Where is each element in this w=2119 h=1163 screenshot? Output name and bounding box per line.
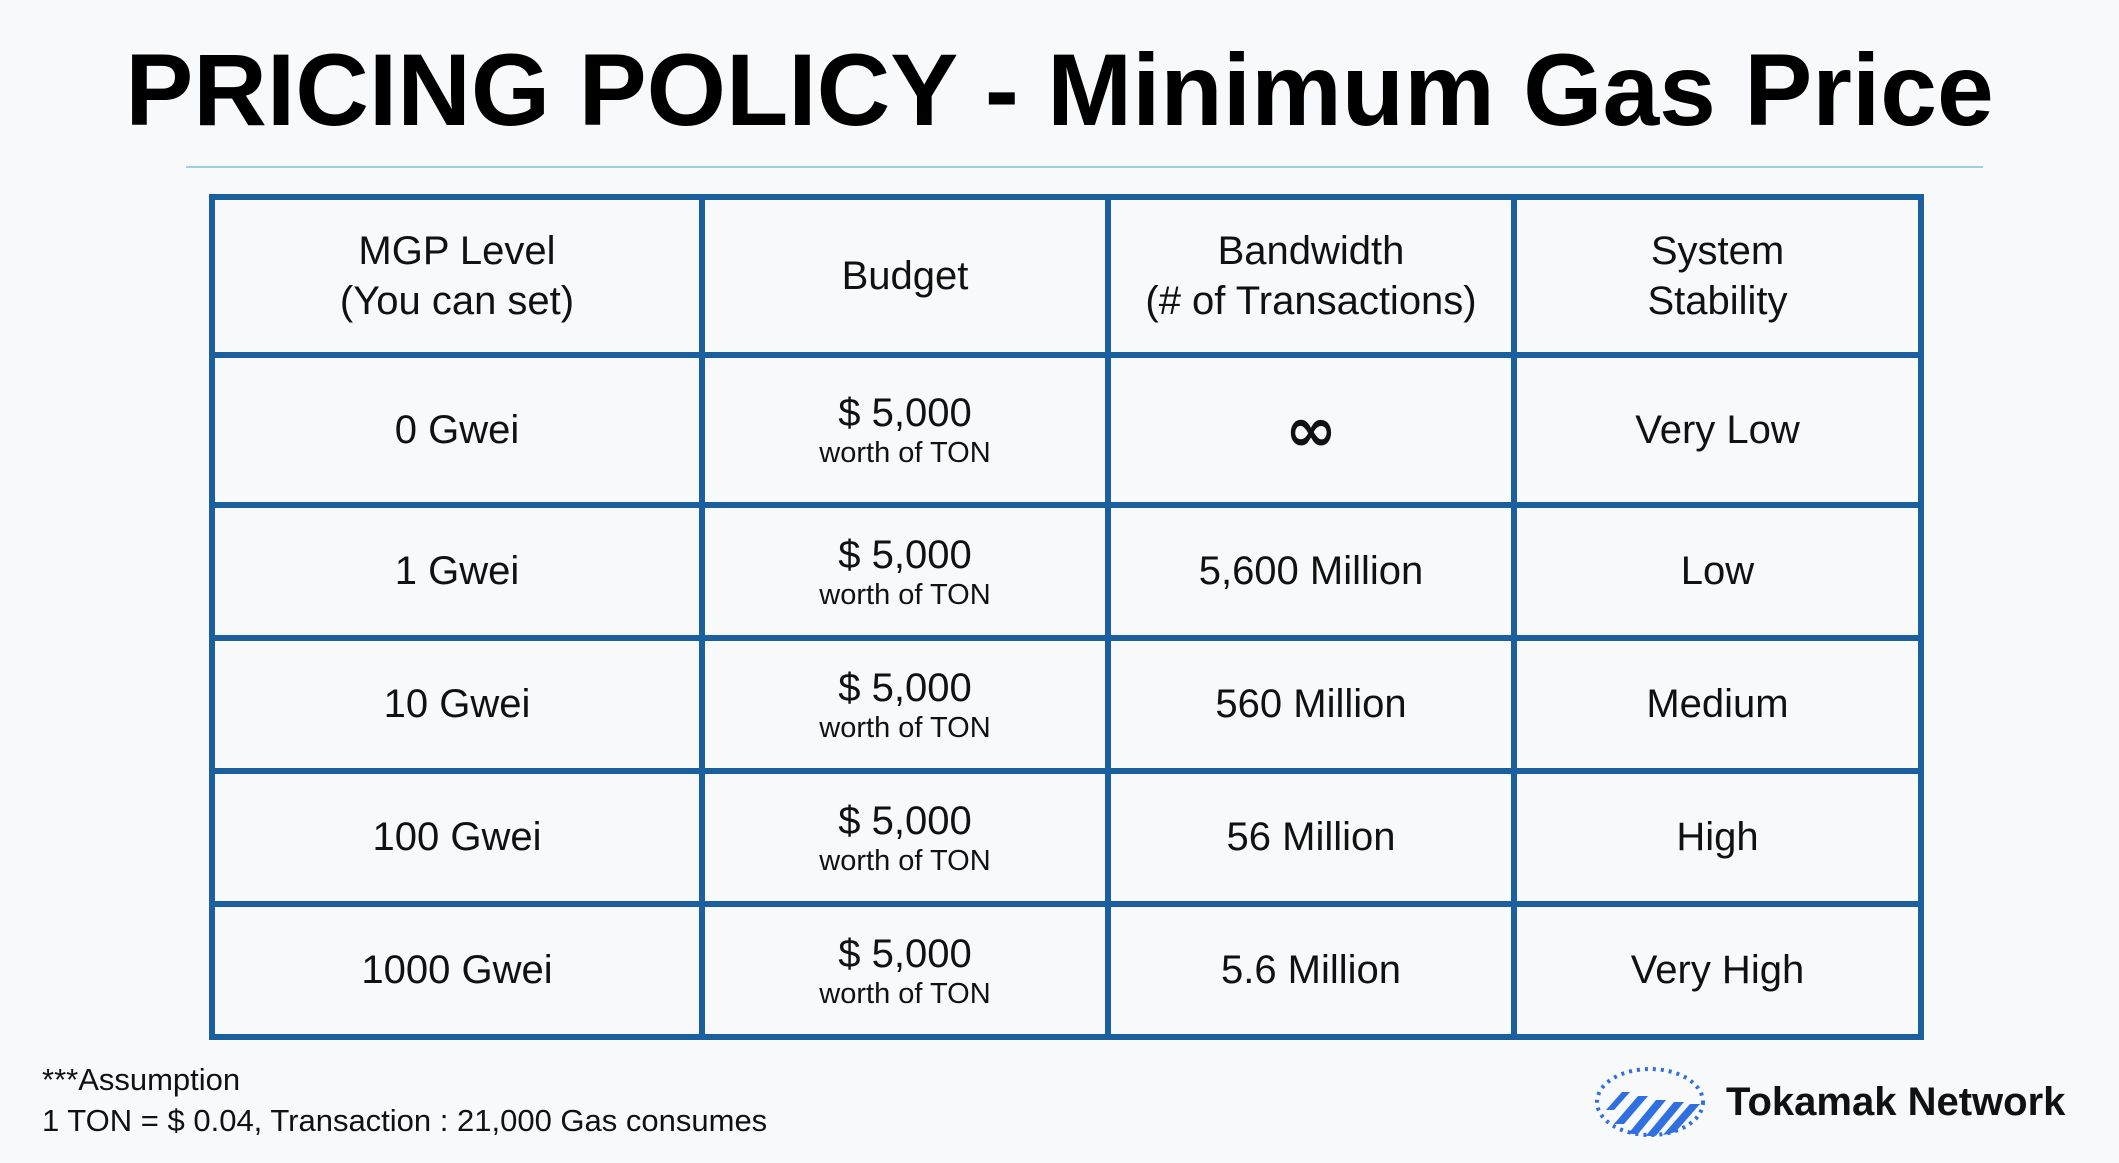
table-header-row — [212, 197, 1921, 355]
cell-mgp-level: 100 Gwei — [212, 771, 702, 904]
page-title: PRICING POLICY - Minimum Gas Price — [125, 33, 1994, 147]
budget-subtext: worth of TON — [819, 578, 991, 611]
table-row — [212, 904, 1921, 1037]
assumption-heading: ***Assumption — [42, 1062, 241, 1097]
cell-bandwidth: 560 Million — [1108, 638, 1514, 771]
table-row — [212, 505, 1921, 638]
header-line: System — [1650, 229, 1785, 273]
header-line: Bandwidth — [1217, 229, 1405, 273]
table-row — [212, 638, 1921, 771]
header-mgp-level — [212, 197, 702, 355]
header-bandwidth — [1108, 197, 1514, 355]
table-row — [212, 771, 1921, 904]
table-row — [212, 355, 1921, 505]
infinity-symbol: ∞ — [1285, 392, 1337, 466]
assumption-footnote — [42, 1059, 767, 1141]
budget-subtext: worth of TON — [819, 711, 991, 744]
cell-mgp-level: 1000 Gwei — [212, 904, 702, 1037]
cell-system-stability: Very Low — [1514, 355, 1921, 505]
title-divider — [186, 166, 1983, 168]
budget-amount: $ 5,000 — [838, 665, 972, 710]
budget-amount: $ 5,000 — [838, 391, 972, 435]
brand-name: Tokamak Network — [1726, 1079, 2066, 1124]
budget-subtext: worth of TON — [819, 844, 991, 877]
budget-amount: $ 5,000 — [838, 931, 972, 976]
cell-budget — [702, 771, 1108, 904]
budget-subtext: worth of TON — [819, 977, 991, 1010]
header-system-stability — [1514, 197, 1921, 355]
cell-bandwidth: 5,600 Million — [1108, 505, 1514, 638]
cell-system-stability: High — [1514, 771, 1921, 904]
header-line: (# of Transactions) — [1145, 279, 1477, 323]
cell-budget — [702, 505, 1108, 638]
cell-budget — [702, 904, 1108, 1037]
cell-system-stability: Very High — [1514, 904, 1921, 1037]
header-line: MGP Level — [358, 229, 556, 273]
brand-lockup — [1592, 1062, 2065, 1142]
header-budget — [702, 197, 1108, 355]
budget-amount: $ 5,000 — [838, 532, 972, 577]
budget-amount: $ 5,000 — [838, 798, 972, 843]
cell-system-stability: Medium — [1514, 638, 1921, 771]
header-line: Stability — [1647, 279, 1788, 323]
pricing-table — [209, 194, 1924, 1040]
cell-bandwidth: 5.6 Million — [1108, 904, 1514, 1037]
cell-mgp-level: 0 Gwei — [212, 355, 702, 505]
tokamak-logo-icon — [1592, 1062, 1708, 1142]
cell-budget — [702, 355, 1108, 505]
cell-bandwidth — [1108, 355, 1514, 505]
header-line: Budget — [841, 254, 969, 298]
cell-budget — [702, 638, 1108, 771]
cell-mgp-level: 1 Gwei — [212, 505, 702, 638]
cell-mgp-level: 10 Gwei — [212, 638, 702, 771]
budget-subtext: worth of TON — [819, 437, 991, 469]
cell-bandwidth: 56 Million — [1108, 771, 1514, 904]
cell-system-stability: Low — [1514, 505, 1921, 638]
header-line: (You can set) — [339, 279, 575, 323]
assumption-text: 1 TON = $ 0.04, Transaction : 21,000 Gas consumes — [42, 1103, 768, 1138]
